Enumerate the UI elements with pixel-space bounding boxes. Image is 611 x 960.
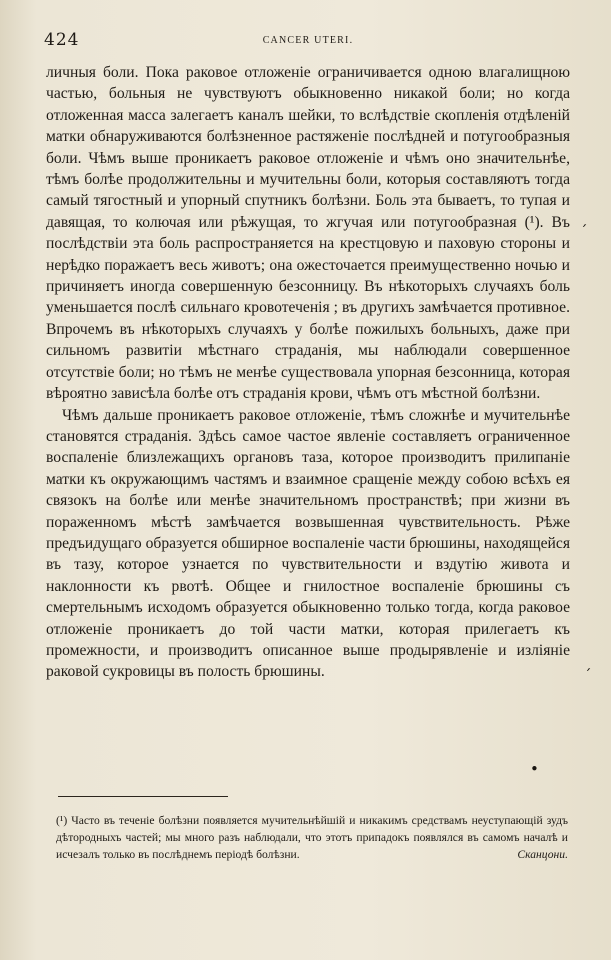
page-number: 424: [44, 30, 80, 50]
page-header: [44, 30, 572, 52]
footnote-signature: Сканцони.: [517, 848, 568, 861]
ink-spot-mark: •: [530, 760, 539, 778]
footnote-rule: [58, 796, 228, 797]
paragraph-1: личныя боли. Пока раковое отложенiе ограничивается одною влагалищною частью, больныя не чувствуютъ обыкновенно никакой боли; но когда отложенная масса залегаетъ каналъ шейки, то вслѣдствiе скопленiя отдѣленiй матки обнаруживаются болѣзненное растяженiе послѣдней и потугообразныя боли. Чѣмъ выше проникаетъ раковое отложенiе и чѣмъ оно значительнѣе, тѣмъ болѣе продолжительны и мучительны боли, которыя составляютъ тогда самый тягостный и упорный спутникъ болѣзни. Боль эта бываетъ, то тупая и давящая, то колючая или рѣжущая, то жгучая или потугообразная (¹). Въ послѣдствiи эта боль распространяется на крестцовую и паховую стороны и нерѣдко поражаетъ весь животъ; она ожесточается преимущественно ночью и причиняетъ иногда совершенную безсонницу. Въ нѣкоторыхъ случаяхъ боль уменьшается послѣ сильнаго кровотеченiя ; въ другихъ замѣчается противное. Впрочемъ въ нѣкоторыхъ случаяхъ у болѣе пожилыхъ больныхъ, даже при сильномъ развитiи мѣстнаго страданiя, мы наблюдали совершенное отсутствiе боли; но тѣмъ не менѣе существовала упорная безсонница, которая вѣроятно зависѣла болѣе отъ страданiя крови, чѣмъ отъ мѣстной болѣзни.: [46, 64, 570, 403]
margin-tick-mark: ˊ: [584, 666, 592, 684]
margin-tick-mark: ˊ: [580, 222, 588, 240]
body-text: [46, 62, 570, 683]
running-head: CANCER UTERI.: [262, 35, 354, 46]
footnote: [56, 812, 568, 863]
footnote-text: (¹) Часто въ теченiе болѣзни появляется мучительнѣйшiй и никакимъ средствамъ неуступающiй зудъ дѣтородныхъ частей; мы много разъ наблюдали, что этотъ припадокъ появлялся въ самомъ началѣ и исчезалъ только въ послѣднемъ перiодѣ болѣзни.: [56, 814, 568, 861]
paragraph-2: Чѣмъ дальше проникаетъ раковое отложенiе, тѣмъ сложнѣе и мучительнѣе становятся страданiя. Здѣсь самое частое явленiе составляетъ ограниченное воспаленiе близлежащихъ органовъ таза, которое производитъ прилипанiе матки къ окружающимъ частямъ и взаимное сращенiе между собою всѣхъ ея связокъ на болѣе или менѣе значительномъ пространствѣ; при жизни въ пораженномъ мѣстѣ замѣчается возвышенная чувствительность. Рѣже предъидущаго образуется обширное воспаленiе части брюшины, находящейся въ тазу, которое узнается по чувствительности и вздутiю живота и наклонности къ рвотѣ. Общее и гнилостное воспаленiе брюшины съ смертельнымъ исходомъ образуется обыкновенно только тогда, когда раковое отложенiе проникаетъ до той части матки, которая прилегаетъ къ промежности, и производитъ описанное выше продырявленiе и излiянiе раковой сукровицы въ полость брюшины.: [46, 406, 570, 681]
